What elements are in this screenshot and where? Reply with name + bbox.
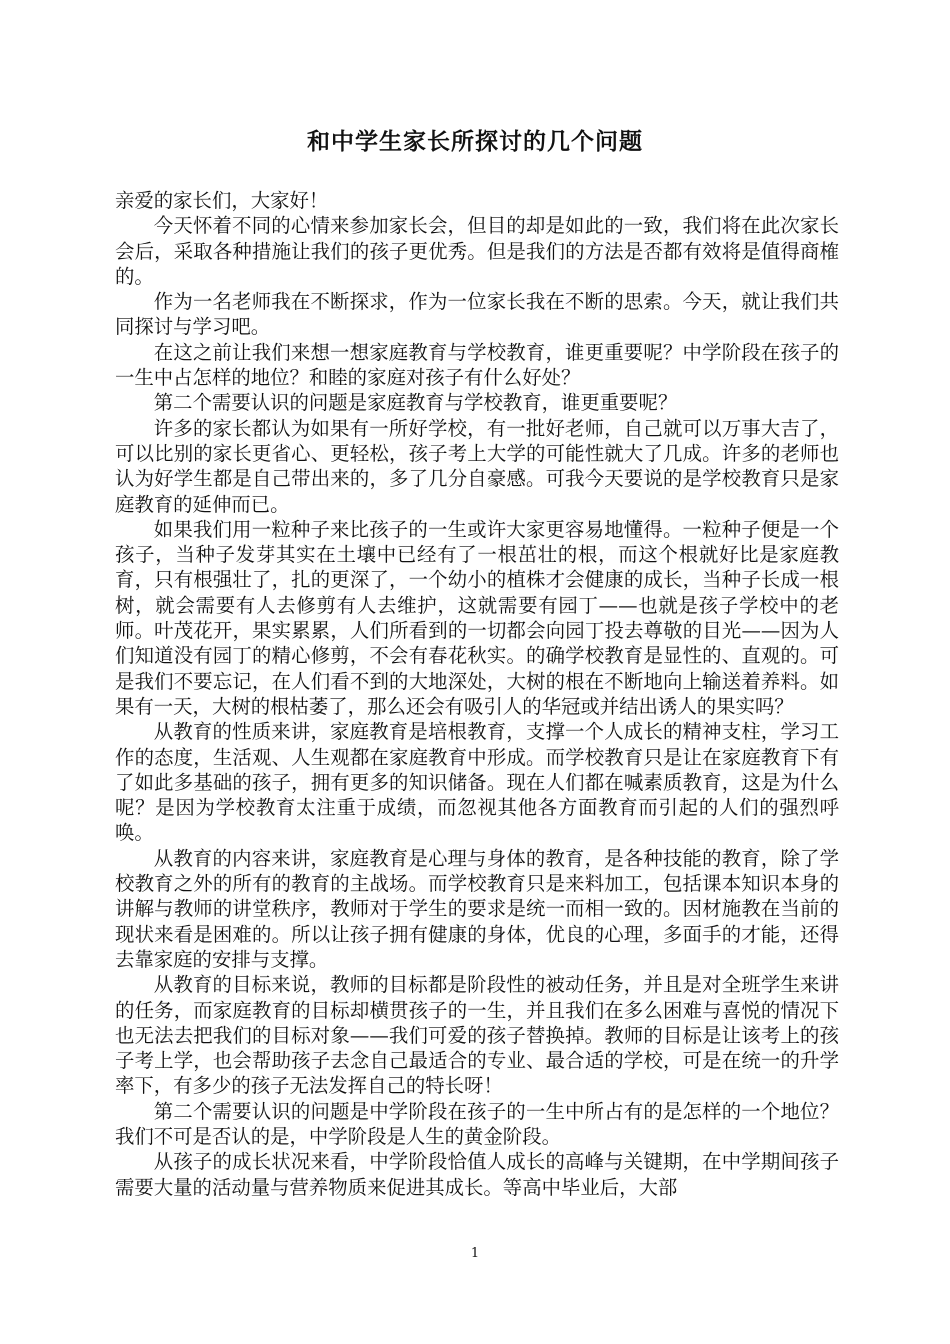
paragraph: 从教育的目标来说，教师的目标都是阶段性的被动任务，并且是对全班学生来讲的任务，而家庭教育的目标却横贯孩子的一生，并且我们在多么困难与喜悦的情况下也无法去把我们的目标对象——我们可爱的孩子替换掉。教师的目标是让该考上的孩子考上学，也会帮助孩子去念自己最适合的专业、最合适的学校，可是在统一的升学率下，有多少的孩子无法发挥自己的特长呀！ xyxy=(115,973,839,1098)
paragraph: 在这之前让我们来想一想家庭教育与学校教育，谁更重要呢？中学阶段在孩子的一生中占怎样的地位？和睦的家庭对孩子有什么好处？ xyxy=(115,340,839,390)
paragraph: 第二个需要认识的问题是中学阶段在孩子的一生中所占有的是怎样的一个地位？我们不可是否认的是，中学阶段是人生的黄金阶段。 xyxy=(115,1099,839,1148)
paragraph: 从孩子的成长状况来看，中学阶段恰值人成长的高峰与关键期，在中学期间孩子需要大量的活动量与营养物质来促进其成长。等高中毕业后，大部 xyxy=(115,1150,839,1199)
page-number: 1 xyxy=(470,1246,480,1261)
paragraph: 如果我们用一粒种子来比孩子的一生或许大家更容易地懂得。一粒种子便是一个孩子，当种子发芽其实在土壤中已经有了一根茁壮的根，而这个根就好比是家庭教育，只有根强壮了，扎的更深了，一个幼小的植株才会健康的成长，当种子长成一根树，就会需要有人去修剪有人去维护，这就需要有园丁——也就是孩子学校中的老师。叶茂花开，果实累累，人们所看到的一切都会向园丁投去尊敬的目光——因为人们知道没有园丁的精心修剪，不会有春花秋实。的确学校教育是显性的、直观的。可是我们不要忘记，在人们看不到的大地深处，大树的根在不断地向上输送着养料。如果有一天，大树的根枯萎了，那么还会有吸引人的华冠或并结出诱人的果实吗？ xyxy=(115,517,839,718)
paragraph: 从教育的内容来讲，家庭教育是心理与身体的教育，是各种技能的教育，除了学校教育之外的所有的教育的主战场。而学校教育只是来料加工，包括课本知识本身的讲解与教师的讲堂秩序，教师对于学生的要求是统一而相一致的。因材施教在当前的现状来看是困难的。所以让孩子拥有健康的身体，优良的心理，多面手的才能，还得去靠家庭的安排与支撑。 xyxy=(115,846,839,971)
paragraph: 今天怀着不同的心情来参加家长会，但目的却是如此的一致，我们将在此次家长会后，采取各种措施让我们的孩子更优秀。但是我们的方法是否都有效将是值得商榷的。 xyxy=(115,214,839,288)
paragraph: 许多的家长都认为如果有一所好学校，有一批好老师，自己就可以万事大吉了，可以比别的家长更省心、更轻松，孩子考上大学的可能性就大了几成。许多的老师也认为好学生都是自己带出来的，多了几分自豪感。可我今天要说的是学校教育只是家庭教育的延伸而已。 xyxy=(115,416,839,516)
document-title: 和中学生家长所探讨的几个问题 xyxy=(307,128,643,155)
paragraph: 第二个需要认识的问题是家庭教育与学校教育，谁更重要呢？ xyxy=(153,391,678,415)
paragraph: 作为一名老师我在不断探求，作为一位家长我在不断的思索。今天，就让我们共同探讨与学习吧。 xyxy=(115,290,839,339)
greeting: 亲爱的家长们，大家好！ xyxy=(115,189,329,212)
paragraph: 从教育的性质来讲，家庭教育是培根教育，支撑一个人成长的精神支柱，学习工作的态度，生活观、人生观都在家庭教育中形成。而学校教育只是让在家庭教育下有了如此多基础的孩子，拥有更多的知识储备。现在人们都在喊素质教育，这是为什么呢？是因为学校教育太注重于成绩，而忽视其他各方面教育而引起的人们的强烈呼唤。 xyxy=(115,720,839,845)
document-body xyxy=(115,188,839,1200)
